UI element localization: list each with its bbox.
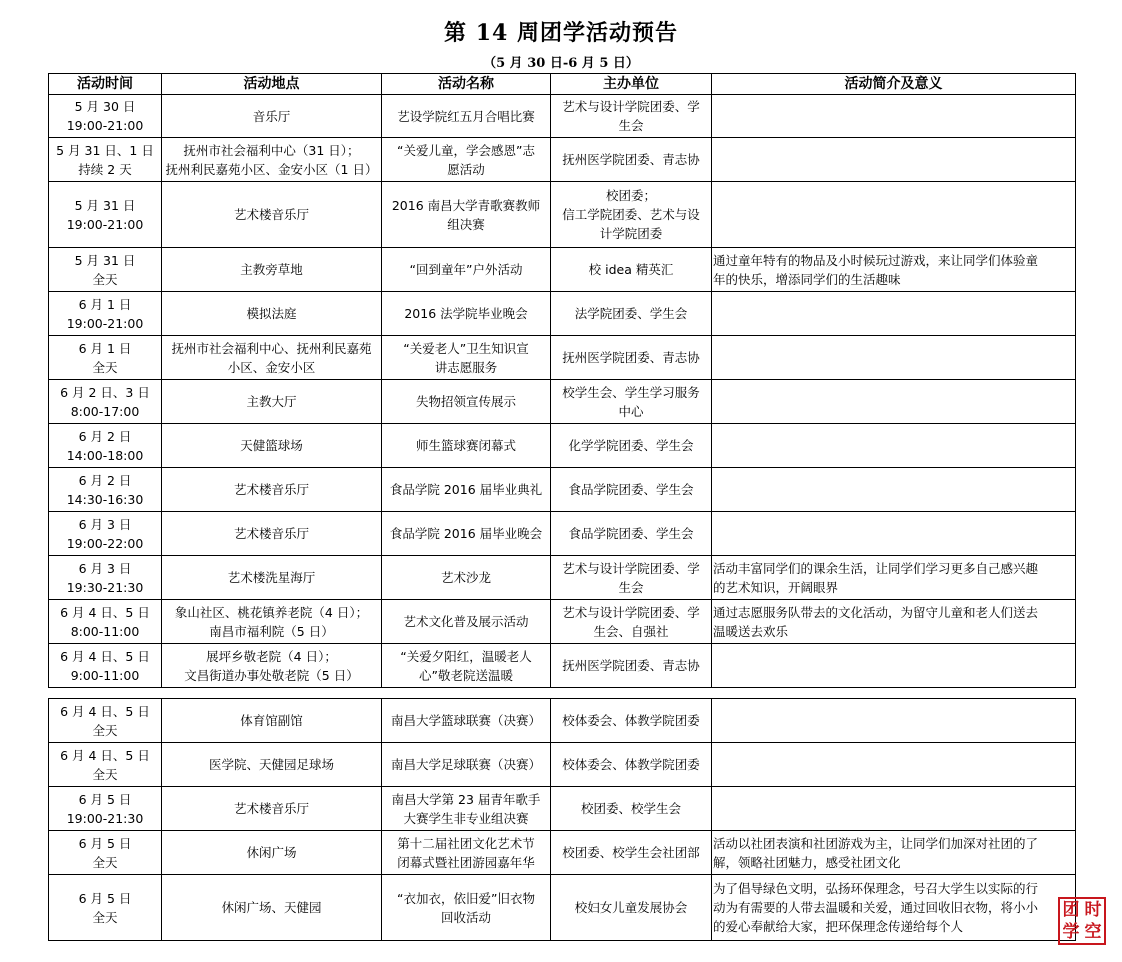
cell-line: 全天 bbox=[92, 909, 118, 925]
cell-line: “回到童年”户外活动 bbox=[409, 262, 523, 277]
cell-name bbox=[382, 787, 551, 831]
cell-line: 6 月 3 日 bbox=[78, 516, 132, 532]
cell-org bbox=[551, 248, 712, 292]
table-row bbox=[49, 380, 1076, 424]
cell-line: 19:00-21:00 bbox=[66, 315, 144, 331]
cell-line: 象山社区、桃花镇养老院（4 日）； bbox=[174, 604, 369, 620]
cell-line: 法学院团委、学生会 bbox=[574, 306, 688, 321]
cell-time bbox=[49, 380, 162, 424]
cell-line: 5 月 31 日、1 日 bbox=[56, 142, 154, 158]
cell-line: 小区、金安小区 bbox=[227, 359, 316, 375]
cell-line: 14:00-18:00 bbox=[66, 447, 144, 463]
cell-name bbox=[382, 292, 551, 336]
cell-line: 5 月 30 日 bbox=[74, 99, 136, 114]
tuan-xue-shi-kong-seal: 团 时 学 空 bbox=[1058, 897, 1106, 945]
cell-desc bbox=[712, 292, 1076, 336]
cell-name bbox=[382, 336, 551, 380]
cell-line: 全天 bbox=[92, 722, 118, 738]
cell-line: 6 月 3 日 bbox=[78, 560, 132, 576]
cell-org bbox=[551, 468, 712, 512]
cell-time bbox=[49, 699, 162, 743]
cell-desc bbox=[712, 468, 1076, 512]
cell-line: 讲志愿服务 bbox=[434, 359, 498, 375]
cell-line: 文昌街道办事处敬老院（5 日） bbox=[184, 667, 359, 683]
cell-place bbox=[162, 468, 382, 512]
cell-line: 6 月 2 日 bbox=[78, 472, 132, 488]
header-name: 活动名称 bbox=[382, 74, 551, 95]
cell-place bbox=[162, 875, 382, 941]
cell-line: 模拟法庭 bbox=[246, 306, 297, 321]
cell-desc bbox=[712, 380, 1076, 424]
cell-line: 抚州市社会福利中心（31 日）； bbox=[183, 142, 360, 158]
cell-line: 南昌大学足球联赛（决赛） bbox=[390, 757, 541, 772]
cell-line: 展坪乡敬老院（4 日）； bbox=[206, 648, 337, 664]
cell-org bbox=[551, 292, 712, 336]
cell-name bbox=[382, 600, 551, 644]
cell-desc bbox=[712, 336, 1076, 380]
cell-line: 主教大厅 bbox=[246, 394, 297, 409]
cell-line: 解，领略社团魅力，感受社团文化 bbox=[713, 854, 901, 870]
table-row bbox=[49, 138, 1076, 182]
cell-line: 心”敬老院送温暖 bbox=[419, 667, 513, 683]
cell-org bbox=[551, 644, 712, 688]
cell-org bbox=[551, 743, 712, 787]
cell-place bbox=[162, 644, 382, 688]
cell-line: 音乐厅 bbox=[252, 108, 291, 124]
table-row bbox=[49, 95, 1076, 138]
cell-line: 全天 bbox=[92, 271, 118, 287]
cell-place bbox=[162, 380, 382, 424]
cell-line: 主教旁草地 bbox=[240, 262, 303, 277]
cell-line: 回收活动 bbox=[440, 909, 491, 925]
page-subtitle: （5 月 30 日-6 月 5 日） bbox=[483, 56, 639, 71]
cell-line: 6 月 5 日 bbox=[78, 791, 132, 807]
cell-line: “关爱夕阳红，温暖老人 bbox=[400, 648, 532, 664]
cell-org bbox=[551, 138, 712, 182]
cell-name bbox=[382, 138, 551, 182]
cell-line: 2016 法学院毕业晚会 bbox=[404, 306, 528, 321]
cell-line: 艺术楼音乐厅 bbox=[233, 801, 309, 816]
cell-line: 艺术楼音乐厅 bbox=[233, 526, 309, 541]
cell-line: 校学生会、学生学习服务 bbox=[562, 384, 700, 400]
cell-time bbox=[49, 600, 162, 644]
cell-line: 食品学院 2016 届毕业典礼 bbox=[389, 482, 543, 497]
schedule-table bbox=[48, 73, 1076, 688]
cell-time bbox=[49, 292, 162, 336]
cell-line: 19:00-21:00 bbox=[66, 216, 144, 232]
cell-place bbox=[162, 182, 382, 248]
cell-time bbox=[49, 556, 162, 600]
cell-line: 全天 bbox=[92, 766, 118, 782]
header-time: 活动时间 bbox=[49, 74, 162, 95]
cell-line: 6 月 2 日、3 日 bbox=[60, 384, 150, 400]
cell-line: 校妇女儿童发展协会 bbox=[574, 900, 688, 915]
cell-line: 计学院团委 bbox=[599, 226, 663, 241]
cell-line: 医学院、天健园足球场 bbox=[208, 757, 334, 772]
cell-desc bbox=[712, 556, 1076, 600]
cell-place bbox=[162, 787, 382, 831]
cell-line: 艺术沙龙 bbox=[440, 570, 491, 585]
cell-line: 校团委、校学生会 bbox=[580, 801, 681, 816]
cell-line: 6 月 5 日 bbox=[78, 890, 132, 906]
page-title: 第 14 周团学活动预告 bbox=[444, 20, 678, 46]
cell-time bbox=[49, 743, 162, 787]
cell-line: 2016 南昌大学青歌赛教师 bbox=[391, 197, 541, 213]
cell-name bbox=[382, 468, 551, 512]
cell-line: 食品学院 2016 届毕业晚会 bbox=[389, 526, 543, 541]
cell-place bbox=[162, 138, 382, 182]
cell-place bbox=[162, 512, 382, 556]
cell-line: 体育馆副馆 bbox=[240, 713, 303, 728]
cell-desc bbox=[712, 248, 1076, 292]
cell-line: 抚州医学院团委、青志协 bbox=[562, 658, 700, 673]
cell-org bbox=[551, 699, 712, 743]
cell-org bbox=[551, 831, 712, 875]
cell-line: 的爱心奉献给大家，把环保理念传递给每个人 bbox=[713, 919, 964, 934]
cell-name bbox=[382, 699, 551, 743]
cell-line: 6 月 4 日、5 日 bbox=[60, 648, 150, 664]
cell-org bbox=[551, 182, 712, 248]
cell-org bbox=[551, 787, 712, 831]
cell-line: 化学学院团委、学生会 bbox=[568, 438, 694, 453]
cell-time bbox=[49, 424, 162, 468]
cell-desc bbox=[712, 95, 1076, 138]
cell-line: 抚州医学院团委、青志协 bbox=[562, 152, 700, 167]
cell-desc bbox=[712, 138, 1076, 182]
cell-time bbox=[49, 644, 162, 688]
cell-line: 校体委会、体教学院团委 bbox=[562, 713, 700, 728]
table-row bbox=[49, 556, 1076, 600]
cell-line: 南昌大学第 23 届青年歌手 bbox=[391, 791, 541, 807]
cell-place bbox=[162, 424, 382, 468]
cell-line: 抚州医学院团委、青志协 bbox=[562, 350, 700, 365]
cell-line: 5 月 31 日 bbox=[74, 197, 136, 213]
table-row bbox=[49, 644, 1076, 688]
cell-name bbox=[382, 831, 551, 875]
cell-line: 的艺术知识，开阔眼界 bbox=[713, 579, 839, 595]
cell-line: 温暖送去欢乐 bbox=[713, 623, 789, 639]
table-row bbox=[49, 468, 1076, 512]
cell-line: 校体委会、体教学院团委 bbox=[562, 757, 700, 772]
cell-line: “关爱老人”卫生知识宣 bbox=[403, 340, 529, 356]
cell-time bbox=[49, 248, 162, 292]
cell-line: 通过志愿服务队带去的文化活动，为留守儿童和老人们送去 bbox=[713, 604, 1039, 620]
cell-name bbox=[382, 424, 551, 468]
table-row bbox=[49, 336, 1076, 380]
cell-line: 全天 bbox=[92, 359, 118, 375]
cell-line: 通过童年特有的物品及小时候玩过游戏，来让同学们体验童 bbox=[713, 252, 1039, 268]
cell-line: 活动丰富同学们的课余生活，让同学们学习更多自己感兴趣 bbox=[713, 560, 1039, 576]
cell-place bbox=[162, 556, 382, 600]
cell-line: 6 月 5 日 bbox=[78, 835, 132, 851]
cell-line: 艺术楼音乐厅 bbox=[233, 482, 309, 497]
cell-time bbox=[49, 468, 162, 512]
cell-line: “关爱儿童，学会感恩”志 bbox=[397, 142, 535, 158]
table-row bbox=[49, 424, 1076, 468]
cell-name bbox=[382, 556, 551, 600]
cell-line: 动为有需要的人带去温暖和关爱，通过回收旧衣物，将小小 bbox=[713, 900, 1039, 915]
table-row bbox=[49, 600, 1076, 644]
cell-line: 6 月 2 日 bbox=[78, 428, 132, 444]
cell-line: 中心 bbox=[618, 403, 644, 419]
cell-line: 14:30-16:30 bbox=[66, 491, 144, 507]
cell-name bbox=[382, 743, 551, 787]
cell-line: 食品学院团委、学生会 bbox=[568, 526, 694, 541]
cell-line: 19:00-22:00 bbox=[66, 535, 144, 551]
cell-place bbox=[162, 600, 382, 644]
cell-line: 6 月 1 日 bbox=[78, 296, 132, 312]
cell-line: 8:00-17:00 bbox=[70, 403, 140, 419]
table-row bbox=[49, 831, 1076, 875]
cell-line: 艺术与设计学院团委、学 bbox=[562, 604, 700, 620]
cell-org bbox=[551, 556, 712, 600]
cell-line: 8:00-11:00 bbox=[70, 623, 140, 639]
cell-desc bbox=[712, 699, 1076, 743]
header-place: 活动地点 bbox=[162, 74, 382, 95]
table-row bbox=[49, 875, 1076, 941]
header-desc: 活动简介及意义 bbox=[712, 74, 1076, 95]
cell-line: 19:30-21:30 bbox=[66, 579, 144, 595]
cell-time bbox=[49, 95, 162, 138]
cell-name bbox=[382, 248, 551, 292]
cell-desc bbox=[712, 875, 1076, 941]
cell-name bbox=[382, 512, 551, 556]
cell-line: 抚州利民嘉苑小区、金安小区（1 日） bbox=[165, 161, 378, 177]
cell-name bbox=[382, 875, 551, 941]
cell-line: 南昌大学篮球联赛（决赛） bbox=[390, 713, 541, 728]
table-row bbox=[49, 182, 1076, 248]
header-row bbox=[49, 74, 1076, 95]
schedule-table-continued bbox=[48, 698, 1076, 941]
cell-line: 生会、自强社 bbox=[593, 623, 669, 639]
cell-line: 9:00-11:00 bbox=[70, 667, 140, 683]
cell-line: 6 月 4 日、5 日 bbox=[60, 604, 150, 620]
cell-org bbox=[551, 95, 712, 138]
cell-time bbox=[49, 787, 162, 831]
cell-org bbox=[551, 600, 712, 644]
cell-place bbox=[162, 336, 382, 380]
cell-line: 第十二届社团文化艺术节 bbox=[397, 835, 535, 851]
cell-line: 愿活动 bbox=[447, 161, 485, 177]
cell-desc bbox=[712, 644, 1076, 688]
cell-line: 年的快乐，增添同学们的生活趣味 bbox=[713, 271, 901, 287]
cell-place bbox=[162, 743, 382, 787]
cell-desc bbox=[712, 787, 1076, 831]
cell-org bbox=[551, 875, 712, 941]
cell-line: 天健篮球场 bbox=[240, 438, 303, 453]
cell-line: 校团委； bbox=[605, 188, 656, 203]
cell-line: 艺术与设计学院团委、学 bbox=[562, 99, 700, 114]
cell-place bbox=[162, 699, 382, 743]
cell-line: 校 idea 精英汇 bbox=[588, 262, 674, 277]
cell-org bbox=[551, 380, 712, 424]
cell-line: 19:00-21:30 bbox=[66, 810, 144, 826]
schedule-body bbox=[49, 95, 1076, 688]
cell-time bbox=[49, 336, 162, 380]
schedule-body-continued bbox=[49, 699, 1076, 941]
cell-name bbox=[382, 182, 551, 248]
cell-line: 大赛学生非专业组决赛 bbox=[403, 810, 529, 826]
cell-desc bbox=[712, 512, 1076, 556]
cell-line: 校团委、校学生会社团部 bbox=[562, 845, 700, 860]
cell-line: 艺术与设计学院团委、学 bbox=[562, 560, 700, 576]
cell-line: 为了倡导绿色文明，弘扬环保理念，号召大学生以实际的行 bbox=[713, 881, 1039, 896]
cell-line: 生会 bbox=[618, 579, 644, 595]
cell-line: 全天 bbox=[92, 854, 118, 870]
cell-line: “衣加衣，依旧爱”旧衣物 bbox=[397, 890, 535, 906]
cell-line: 食品学院团委、学生会 bbox=[568, 482, 694, 497]
cell-time bbox=[49, 138, 162, 182]
cell-desc bbox=[712, 600, 1076, 644]
cell-line: 艺术楼洗星海厅 bbox=[227, 570, 316, 585]
cell-desc bbox=[712, 831, 1076, 875]
cell-org bbox=[551, 336, 712, 380]
cell-line: 组决赛 bbox=[447, 216, 485, 232]
table-row bbox=[49, 743, 1076, 787]
cell-org bbox=[551, 512, 712, 556]
cell-line: 信工学院团委、艺术与设 bbox=[562, 207, 700, 222]
cell-name bbox=[382, 95, 551, 138]
cell-desc bbox=[712, 424, 1076, 468]
cell-line: 艺设学院红五月合唱比赛 bbox=[397, 108, 535, 124]
header-org: 主办单位 bbox=[551, 74, 712, 95]
cell-place bbox=[162, 248, 382, 292]
cell-line: 休闲广场 bbox=[246, 845, 297, 860]
cell-desc bbox=[712, 743, 1076, 787]
cell-time bbox=[49, 182, 162, 248]
table-row bbox=[49, 292, 1076, 336]
cell-line: 6 月 1 日 bbox=[78, 340, 132, 356]
table-row bbox=[49, 512, 1076, 556]
cell-time bbox=[49, 512, 162, 556]
cell-line: 19:00-21:00 bbox=[66, 118, 144, 133]
cell-time bbox=[49, 831, 162, 875]
cell-line: 6 月 4 日、5 日 bbox=[60, 747, 150, 763]
cell-line: 艺术楼音乐厅 bbox=[233, 207, 309, 222]
cell-line: 持续 2 天 bbox=[78, 161, 132, 177]
table-row bbox=[49, 699, 1076, 743]
cell-line: 5 月 31 日 bbox=[74, 252, 136, 268]
cell-line: 6 月 4 日、5 日 bbox=[60, 703, 150, 719]
cell-place bbox=[162, 831, 382, 875]
cell-line: 活动以社团表演和社团游戏为主，让同学们加深对社团的了 bbox=[713, 835, 1039, 851]
cell-line: 南昌市福利院（5 日） bbox=[209, 623, 334, 639]
cell-desc bbox=[712, 182, 1076, 248]
cell-name bbox=[382, 380, 551, 424]
cell-line: 闭幕式暨社团游园嘉年华 bbox=[397, 854, 535, 870]
cell-line: 抚州市社会福利中心、抚州利民嘉苑 bbox=[171, 340, 372, 356]
cell-name bbox=[382, 644, 551, 688]
cell-org bbox=[551, 424, 712, 468]
cell-line: 失物招领宣传展示 bbox=[415, 394, 516, 409]
cell-time bbox=[49, 875, 162, 941]
cell-line: 艺术文化普及展示活动 bbox=[403, 614, 529, 629]
cell-place bbox=[162, 292, 382, 336]
cell-place bbox=[162, 95, 382, 138]
cell-line: 生会 bbox=[618, 118, 644, 133]
table-row bbox=[49, 787, 1076, 831]
table-row bbox=[49, 248, 1076, 292]
cell-line: 师生篮球赛闭幕式 bbox=[415, 438, 516, 453]
cell-line: 休闲广场、天健园 bbox=[221, 900, 322, 915]
